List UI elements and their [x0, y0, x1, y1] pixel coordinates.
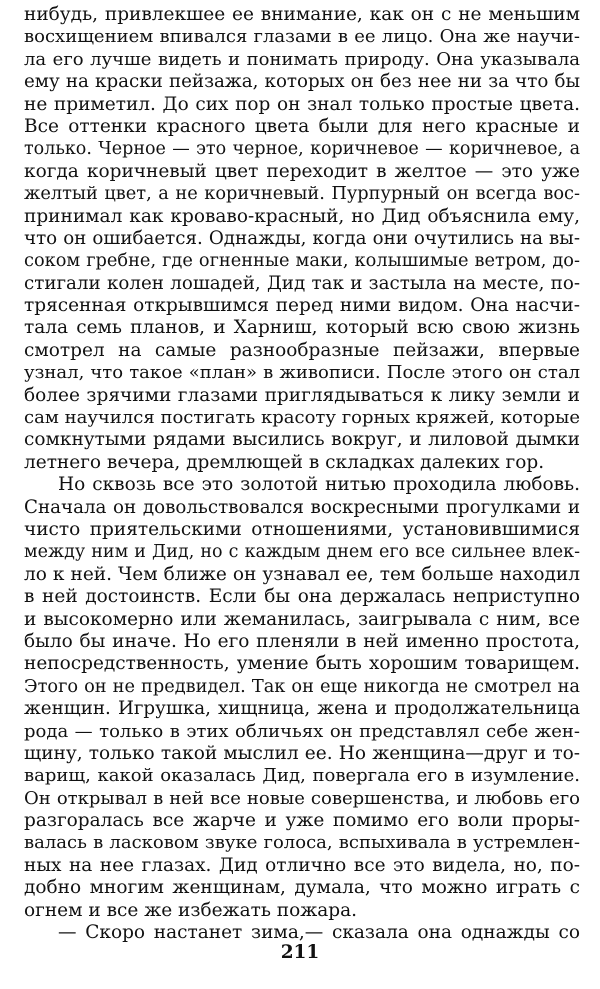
text-line-12: соком гребне, где огненные маки, колышимые ветром, до- [24, 251, 580, 272]
text-line-11: что он ошибается. Однажды, когда они очутились на вы- [24, 227, 580, 249]
text-line-8: когда коричневый цвет переходит в желтое — это уже [24, 160, 580, 182]
text-line-23: Сначала он довольствовался воскресными прогулками и [24, 496, 580, 518]
text-line-31: Этого он не предвидел. Так он еще никогда не смотрел на [24, 676, 580, 697]
text-line-10: принимал как кроваво-красный, но Дид объяснила ему, [24, 205, 580, 227]
text-line-37: разгоралась все жарче и уже помимо его воли проры- [24, 810, 580, 832]
text-line-16: смотрел на самые разнообразные пейзажи, впервые [24, 339, 580, 361]
text-line-19: сам научился постигать красоту горных кряжей, которые [24, 407, 580, 429]
text-line-15: тала семь планов, и Харниш, который всю свою жизнь [24, 317, 580, 339]
text-line-17: узнал, что такое «план» в живописи. После этого он стал [24, 362, 580, 384]
text-line-4: ему на краски пейзажа, которых он без нее ни за что бы [24, 71, 580, 93]
text-line-6: Все оттенки красного цвета были для него красные и [24, 115, 580, 137]
text-line-34: щину, только такой мыслил ее. Но женщина—друг и то- [24, 742, 580, 764]
text-line-5: не приметил. До сих пор он знал только простые цвета. [24, 93, 580, 115]
text-line-42: — Скоро настанет зима,— сказала она однажды со [58, 922, 580, 944]
text-line-29: было бы иначе. Но его пленяли в ней именно простота, [24, 630, 580, 652]
text-line-3: ла его лучше видеть и понимать природу. Она указывала [24, 48, 580, 70]
text-line-2: восхищением впивался глазами в ее лицо. Она же научи- [24, 26, 580, 48]
text-line-36: Он открывал в ней все новые совершенства, и любовь его [24, 787, 580, 809]
text-line-24: чисто приятельскими отношениями, установившимися [24, 518, 580, 540]
text-line-20: сомкнутыми рядами высились вокруг, и лиловой дымки [24, 429, 580, 451]
text-line-9: желтый цвет, а не коричневый. Пурпурный он всегда вос- [24, 184, 580, 205]
text-line-32: женщин. Игрушка, хищница, жена и продолжательница [24, 698, 580, 720]
text-line-35: варищ, какой оказалась Дид, повергала его в изумление. [24, 765, 580, 787]
text-line-14: трясенная открывшимся перед ними видом. Она насчи- [24, 295, 580, 317]
text-line-30: непосредственность, умение быть хорошим товарищем. [24, 653, 580, 675]
text-line-25: между ним и Дид, но с каждым днем его все сильнее влек- [24, 542, 580, 563]
text-line-39: ных на нее глазах. Дид отлично все это видела, но, по- [24, 854, 580, 876]
text-line-28: и высокомерно или жеманилась, заигрывала с ним, все [24, 608, 580, 630]
text-line-33: рода — только в этих обличьях он представлял себе жен- [24, 720, 580, 742]
text-line-26: ло к ней. Чем ближе он узнавал ее, тем больше находил [24, 563, 580, 585]
text-line-1: нибудь, привлекшее ее внимание, как он с не меньшим [24, 4, 580, 25]
page-number: 211 [280, 942, 320, 963]
text-line-7: только. Черное — это черное, коричневое — коричневое, а [24, 139, 580, 160]
text-line-18: более зрячими глазами приглядываться к лику земли и [24, 384, 580, 406]
text-line-21: летнего вечера, дремлющей в складках далеких гор. [24, 451, 545, 473]
text-line-38: валась в ласковом звуке голоса, вспыхивала в устремлен- [24, 832, 580, 854]
text-line-27: в ней достоинств. Если бы она держалась неприступно [24, 586, 580, 608]
book-page-text [24, 4, 580, 944]
text-line-40: добно многим женщинам, думала, что можно играть с [24, 877, 580, 899]
text-line-13: стигали колен лошадей, Дид так и застыла на месте, по- [24, 272, 580, 294]
text-line-41: огнем и все же избежать пожара. [24, 899, 358, 921]
text-line-22: Но сквозь все это золотой нитью проходила любовь. [58, 474, 580, 496]
